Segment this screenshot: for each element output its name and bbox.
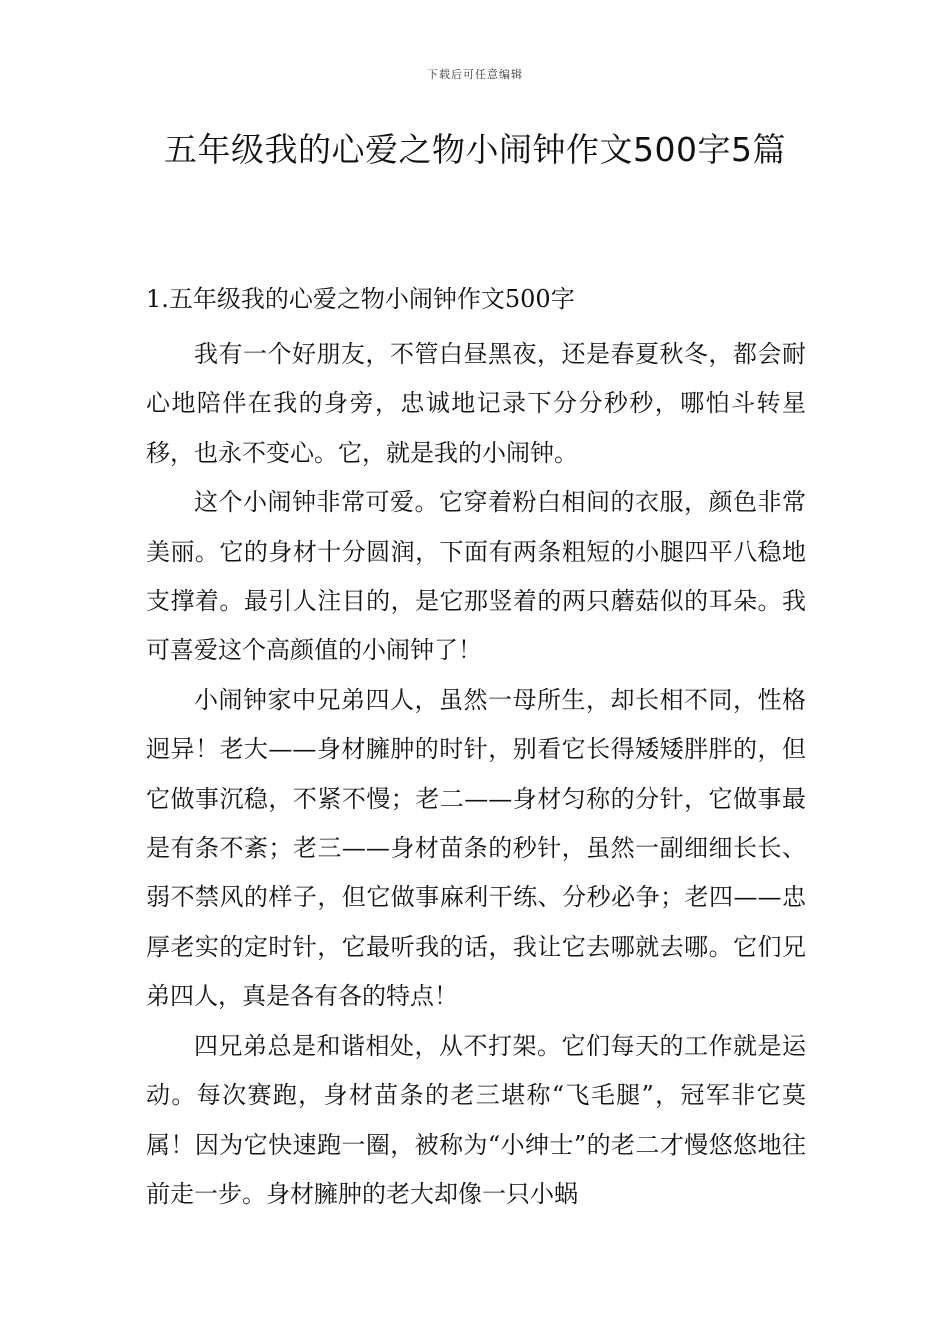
header-note: 下载后可任意编辑 <box>427 68 523 81</box>
paragraph-3: 小闹钟家中兄弟四人，虽然一母所生，却长相不同，性格迥异！老大——身材臃肿的时针，别看它长得矮矮胖胖的，但它做事沉稳，不紧不慢；老二——身材匀称的分针，它做事最是有条不紊；老三——身材苗条的秒针，虽然一副细细长长、弱不禁风的样子，但它做事麻利干练、分秒必争；老四——忠厚老实的定时针，它最听我的话，我让它去哪就去哪。它们兄弟四人，真是各有各的特点！ <box>146 685 806 1011</box>
section-heading: 1.五年级我的心爱之物小闹钟作文500字 <box>146 285 575 313</box>
document-body <box>146 281 806 1219</box>
document-title: 五年级我的心爱之物小闹钟作文500字5篇 <box>164 130 786 169</box>
paragraph-1: 我有一个好朋友，不管白昼黑夜，还是春夏秋冬，都会耐心地陪伴在我的身旁，忠诚地记录下分分秒秒，哪怕斗转星移，也永不变心。它，就是我的小闹钟。 <box>146 340 806 467</box>
paragraph-4: 四兄弟总是和谐相处，从不打架。它们每天的工作就是运动。每次赛跑，身材苗条的老三堪称“飞毛腿”，冠军非它莫属！因为它快速跑一圈，被称为“小绅士”的老二才慢悠悠地往前走一步。身材臃肿的老大却像一只小蜗 <box>146 1031 806 1208</box>
paragraph-2: 这个小闹钟非常可爱。它穿着粉白相间的衣服，颜色非常美丽。它的身材十分圆润，下面有两条粗短的小腿四平八稳地支撑着。最引人注目的，是它那竖着的两只蘑菇似的耳朵。我可喜爱这个高颜值的小闹钟了！ <box>146 488 806 665</box>
